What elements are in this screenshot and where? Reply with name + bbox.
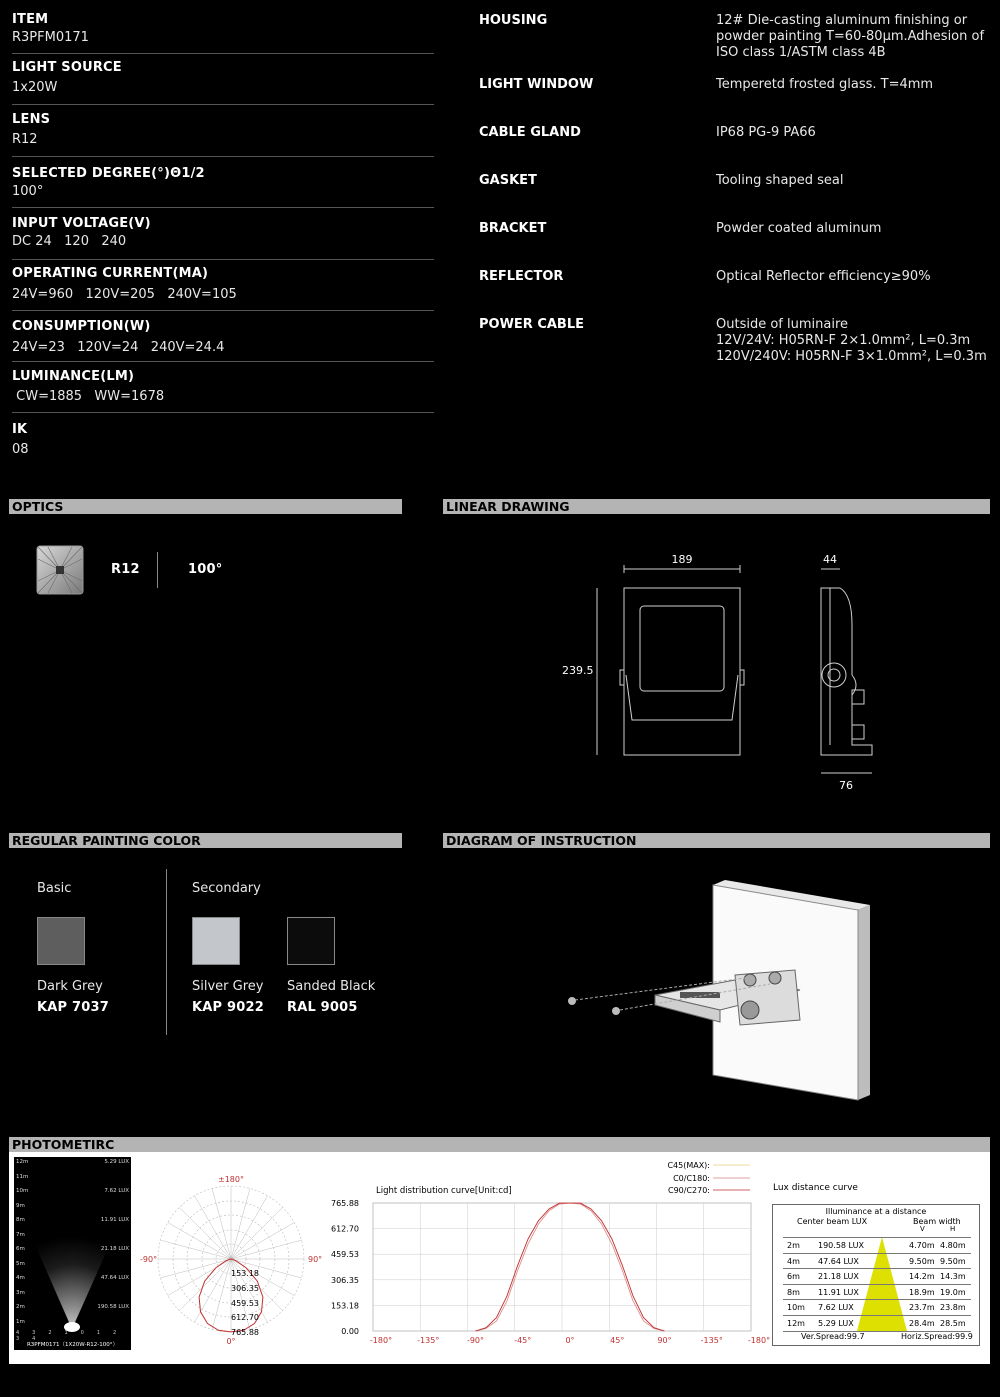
- col-beam-width: Beam width: [913, 1217, 961, 1226]
- table-cell: 18.9m: [909, 1287, 935, 1297]
- y-tick-label: 153.18: [331, 1301, 359, 1311]
- spec-label: SELECTED DEGREE(°)Θ1/2: [12, 166, 205, 181]
- legend-label: C45(MAX):: [667, 1161, 710, 1170]
- spec-value: 1x20W: [12, 80, 58, 95]
- spec-value: 12# Die-casting aluminum finishing or powder painting T=60-80μm.Adhesion of ISO class 1/ASTM class 4B: [716, 13, 985, 60]
- beam-distance-label: 7m: [16, 1231, 25, 1238]
- y-tick-label: 0.00: [341, 1327, 359, 1336]
- divider: [12, 412, 434, 413]
- horiz-spread: Horiz.Spread:99.9: [901, 1332, 973, 1341]
- secondary-title: Secondary: [192, 881, 261, 896]
- divider: [12, 53, 434, 54]
- series-lines: [476, 1203, 665, 1331]
- spec-item: [12, 369, 434, 404]
- table-cell: 7.62 LUX: [818, 1303, 854, 1313]
- series-line: [476, 1203, 665, 1331]
- col-h: H: [950, 1225, 956, 1233]
- lux-table-title: Lux distance curve: [773, 1183, 858, 1193]
- chart-title: Light distribution curve[Unit:cd]: [376, 1186, 512, 1196]
- x-tick-label: 45°: [610, 1336, 625, 1345]
- spec-value: CW=1885 WW=1678: [12, 389, 165, 404]
- polar-ring-label: 153.18: [231, 1269, 259, 1278]
- table-cell: 6m: [787, 1272, 800, 1282]
- beam-x-ticks: 4 3 2 1 0 1 2 3 4: [16, 1330, 122, 1342]
- spec-value: 24V=23 120V=24 240V=24.4: [12, 340, 225, 355]
- table-row: [783, 1299, 971, 1315]
- basic-title: Basic: [37, 881, 72, 896]
- color-name: Sanded Black: [287, 979, 376, 994]
- beam-distance-label: 11m: [16, 1173, 29, 1180]
- spec-value: Powder coated aluminum: [716, 221, 882, 236]
- beam-image: [14, 1157, 131, 1350]
- spec-label: LIGHT WINDOW: [479, 77, 594, 92]
- screw-icon: [612, 1007, 620, 1015]
- spec-label: CABLE GLAND: [479, 125, 581, 140]
- section-header-optics: OPTICS: [9, 499, 402, 514]
- dim-bracket: 76: [839, 779, 853, 792]
- spec-value: Optical Reflector efficiency≥90%: [716, 269, 931, 284]
- spec-item: [12, 112, 434, 147]
- table-cell: 12m: [787, 1319, 805, 1328]
- legend-label: C90/C270:: [667, 1186, 710, 1195]
- swatch-dark-grey: [37, 917, 85, 965]
- x-tick-label: 90°: [657, 1336, 672, 1345]
- table-cell: 11.91 LUX: [818, 1287, 859, 1297]
- lux-table-header: Illuminance at a distance: [825, 1207, 927, 1216]
- table-cell: 10m: [787, 1303, 805, 1313]
- spec-value: R3PFM0171: [12, 30, 89, 45]
- x-tick-label: -180°: [747, 1336, 771, 1345]
- table-cell: 28.5m: [940, 1319, 966, 1328]
- beam-lux-label: 5.29 LUX: [104, 1159, 129, 1165]
- spec-label: OPERATING CURRENT(MA): [12, 266, 209, 281]
- beam-distance-label: 5m: [16, 1260, 25, 1267]
- table-cell: 19.0m: [940, 1287, 966, 1297]
- beam-caption: R3PFM0171（1X20W-R12-100°）: [26, 1342, 119, 1348]
- spec-item: [12, 12, 434, 45]
- table-cell: 4.80m: [940, 1241, 966, 1250]
- optics-angle-label: 100°: [188, 562, 223, 577]
- spec-label: REFLECTOR: [479, 269, 564, 284]
- dim-height: 239.5: [562, 664, 594, 677]
- beam-distance-label: 6m: [16, 1246, 25, 1252]
- y-tick-label: 765.88: [331, 1199, 359, 1208]
- polar-top-label: ±180°: [218, 1175, 244, 1184]
- series-line: [476, 1203, 665, 1331]
- section-header-diagram: DIAGRAM OF INSTRUCTION: [443, 833, 990, 848]
- divider: [12, 207, 434, 208]
- x-tick-label: -45°: [514, 1336, 532, 1345]
- swatch-silver-grey: [192, 917, 240, 965]
- divider: [157, 552, 158, 588]
- beam-distance-label: 8m: [16, 1217, 25, 1223]
- spec-item: [12, 216, 434, 249]
- spec-label: CONSUMPTION(W): [12, 319, 151, 334]
- y-tick-labels: [331, 1199, 359, 1336]
- divider: [12, 156, 434, 157]
- spec-item: [12, 422, 434, 457]
- y-tick-label: 459.53: [331, 1250, 359, 1260]
- spec-value: Tooling shaped seal: [716, 173, 844, 188]
- divider: [12, 104, 434, 105]
- table-cell: 14.3m: [940, 1272, 966, 1282]
- divider: [12, 310, 434, 311]
- polar-diagram: [140, 1168, 330, 1350]
- divider: [166, 869, 167, 1035]
- beam-lux-label: 11.91 LUX: [100, 1217, 129, 1223]
- spec-value: 100°: [12, 184, 44, 199]
- lux-table: [772, 1204, 980, 1346]
- beam-distance-label: 3m: [16, 1289, 25, 1296]
- y-tick-label: 306.35: [331, 1275, 359, 1285]
- y-tick-label: 612.70: [331, 1224, 359, 1234]
- spec-label: POWER CABLE: [479, 317, 585, 332]
- beam-distance-label: 4m: [16, 1275, 25, 1281]
- polar-ring-label: 765.88: [231, 1328, 259, 1337]
- spec-label: BRACKET: [479, 221, 547, 236]
- color-name: Silver Grey: [192, 979, 264, 994]
- spec-label: LIGHT SOURCE: [12, 60, 122, 75]
- table-cell: 23.8m: [940, 1303, 966, 1313]
- polar-right-label: 90°: [308, 1255, 323, 1264]
- screw-icon: [568, 997, 576, 1005]
- table-cell: 9.50m: [940, 1256, 966, 1266]
- x-tick-label: -90°: [466, 1336, 485, 1345]
- spec-item: [12, 266, 434, 302]
- beam-lux-label: 190.58 LUX: [97, 1304, 129, 1310]
- table-cell: 8m: [787, 1287, 800, 1297]
- table-row: [783, 1237, 971, 1253]
- spec-item: [12, 60, 434, 95]
- x-tick-label: -135°: [700, 1336, 723, 1345]
- table-cell: 4.70m: [909, 1241, 935, 1250]
- polar-left-label: -90°: [140, 1255, 158, 1264]
- beam-lux-label: 47.64 LUX: [100, 1275, 129, 1281]
- beam-glow: [14, 1157, 131, 1350]
- spec-value: IP68 PG-9 PA66: [716, 125, 816, 140]
- table-cell: 28.4m: [909, 1319, 935, 1328]
- beam-distance-label: 2m: [16, 1304, 25, 1310]
- x-tick-labels: [370, 1336, 770, 1345]
- col-v: V: [920, 1225, 925, 1233]
- spec-label: ITEM: [12, 12, 49, 27]
- legend-label: C0/C180:: [673, 1174, 710, 1183]
- section-header-photometric: PHOTOMETIRC: [9, 1137, 990, 1152]
- table-row: [783, 1315, 971, 1332]
- color-code: KAP 9022: [192, 1000, 264, 1015]
- spec-label: GASKET: [479, 173, 537, 188]
- spec-value: Temperetd frosted glass. T=4mm: [716, 77, 934, 92]
- spec-label: HOUSING: [479, 13, 548, 28]
- spec-value: Outside of luminaire 12V/24V: H05RN-F 2×1.0mm², L=0.3m 120V/240V: H05RN-F 3×1.0mm², L=0.3m: [716, 317, 987, 364]
- optics-lens-label: R12: [111, 562, 140, 577]
- table-row: [783, 1268, 971, 1284]
- divider: [12, 361, 434, 362]
- spec-item: [12, 319, 434, 355]
- spec-label: LENS: [12, 112, 51, 127]
- plot-grid: [373, 1203, 751, 1331]
- beam-distance-label: 1m: [16, 1318, 25, 1325]
- divider: [12, 259, 434, 260]
- polar-ring-label: 306.35: [231, 1284, 259, 1293]
- table-cell: 190.58 LUX: [818, 1241, 864, 1250]
- installation-diagram: [560, 880, 880, 1100]
- polar-bottom-label: 0°: [226, 1337, 236, 1346]
- spec-value: R12: [12, 132, 38, 147]
- light-distribution-chart: [325, 1155, 771, 1350]
- dim-width: 189: [671, 553, 693, 566]
- table-cell: 47.64 LUX: [818, 1256, 859, 1266]
- ver-spread: Ver.Spread:99.7: [801, 1332, 865, 1341]
- beam-distance-label: 10m: [16, 1188, 29, 1194]
- spec-value: 08: [12, 442, 29, 457]
- table-cell: 23.7m: [909, 1303, 935, 1313]
- section-header-linear-drawing: LINEAR DRAWING: [443, 499, 990, 514]
- dim-depth: 44: [823, 553, 837, 566]
- swatch-sanded-black: [287, 917, 335, 965]
- table-cell: 9.50m: [909, 1256, 935, 1266]
- color-code: RAL 9005: [287, 1000, 358, 1015]
- x-tick-label: -135°: [417, 1336, 440, 1345]
- lens-icon: [36, 545, 84, 595]
- table-cell: 4m: [787, 1256, 800, 1266]
- table-row: [783, 1284, 971, 1300]
- color-code: KAP 7037: [37, 1000, 109, 1015]
- x-tick-label: -180°: [369, 1336, 393, 1345]
- beam-distance-label: 9m: [16, 1202, 25, 1209]
- spec-label: IK: [12, 422, 28, 437]
- beam-distance-label: 12m: [16, 1159, 29, 1165]
- linear-drawing: [540, 545, 900, 800]
- table-cell: 14.2m: [909, 1272, 935, 1282]
- beam-lux-label: 7.62 LUX: [104, 1188, 129, 1194]
- polar-ring-label: 459.53: [231, 1299, 259, 1308]
- section-header-painting: REGULAR PAINTING COLOR: [9, 833, 402, 848]
- spec-value: 24V=960 120V=205 240V=105: [12, 287, 237, 302]
- spec-label: LUMINANCE(LM): [12, 369, 135, 384]
- col-center-beam: Center beam LUX: [797, 1217, 868, 1226]
- table-cell: 5.29 LUX: [818, 1319, 854, 1328]
- table-row: [783, 1253, 971, 1269]
- spec-label: INPUT VOLTAGE(V): [12, 216, 151, 231]
- polar-ring-label: 612.70: [231, 1313, 259, 1322]
- spec-item: [12, 166, 434, 199]
- table-cell: 2m: [787, 1241, 800, 1250]
- spec-value: DC 24 120 240: [12, 234, 127, 249]
- table-cell: 21.18 LUX: [818, 1272, 859, 1282]
- color-name: Dark Grey: [37, 979, 103, 994]
- x-tick-label: 0°: [565, 1336, 575, 1345]
- beam-lux-label: 21.18 LUX: [100, 1246, 129, 1252]
